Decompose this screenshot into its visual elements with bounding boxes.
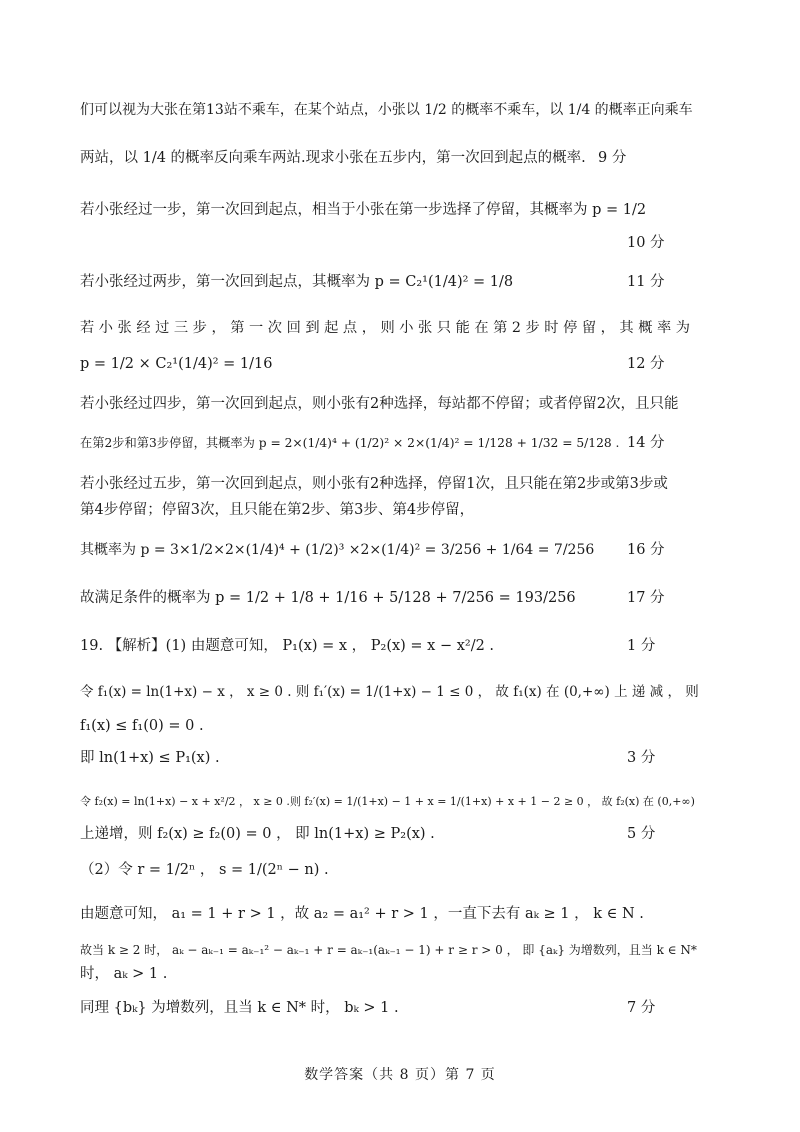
text-line: 同理 {bₖ} 为增数列，且当 k ∈ N* 时， bₖ > 1 . — [80, 1000, 399, 1016]
text-line: 们可以视为大张在第13站不乘车，在某个站点，小张以 1/2 的概率不乘车，以 1/4 的概率正向乘车 — [80, 102, 693, 118]
score-mark: 9 分 — [598, 150, 627, 166]
score-mark: 1 分 — [627, 638, 656, 654]
text-line: 时， aₖ > 1 . — [80, 966, 168, 982]
text-line: 19. 【解析】(1) 由题意可知， P₁(x) = x ， P₂(x) = x − x²/2 . — [80, 638, 495, 654]
text-line: f₁(x) ≤ f₁(0) = 0 . — [80, 718, 204, 734]
text-line: 由题意可知， a₁ = 1 + r > 1 ，故 a₂ = a₁² + r > 1 ，一直下去有 aₖ ≥ 1 ， k ∈ N . — [80, 906, 644, 922]
score-mark: 11 分 — [627, 274, 665, 290]
text-line: p = 1/2 × C₂¹(1/4)² = 1/16 — [80, 356, 273, 372]
text-line: 第4步停留；停留3次，且只能在第2步、第3步、第4步停留， — [80, 502, 475, 518]
text-line: 若小张经过一步，第一次回到起点，相当于小张在第一步选择了停留，其概率为 p = 1/2 — [80, 202, 647, 218]
text-line: 故当 k ≥ 2 时， aₖ − aₖ₋₁ = aₖ₋₁² − aₖ₋₁ + r = aₖ₋₁(aₖ₋₁ − 1) + r ≥ r > 0 ， 即 {aₖ} 为增数列，且当 k ∈ N* — [80, 943, 697, 957]
score-mark: 3 分 — [627, 750, 656, 766]
text-line: 令 f₁(x) = ln(1+x) − x ， x ≥ 0 . 则 f₁′(x) = 1/(1+x) − 1 ≤ 0 ， 故 f₁(x) 在 (0,+∞) 上 递 减 ， 则 — [80, 684, 699, 700]
text-line: 其概率为 p = 3×1/2×2×(1/4)⁴ + (1/2)³ ×2×(1/4)² = 3/256 + 1/64 = 7/256 — [80, 542, 595, 558]
score-mark: 16 分 — [627, 542, 665, 558]
text-line: 即 ln(1+x) ≤ P₁(x) . — [80, 750, 220, 766]
score-mark: 17 分 — [627, 590, 665, 606]
text-line: 上递增，则 f₂(x) ≥ f₂(0) = 0 ， 即 ln(1+x) ≥ P₂(x) . — [80, 826, 435, 842]
score-mark: 7 分 — [627, 1000, 656, 1016]
text-line: 故满足条件的概率为 p = 1/2 + 1/8 + 1/16 + 5/128 + 7/256 = 193/256 — [80, 590, 576, 606]
score-mark: 5 分 — [627, 826, 656, 842]
page-footer: 数学答案（共 8 页）第 7 页 — [304, 1067, 496, 1083]
score-mark: 12 分 — [627, 356, 665, 372]
text-line: 在第2步和第3步停留，其概率为 p = 2×(1/4)⁴ + (1/2)² × 2×(1/4)² = 1/128 + 1/32 = 5/128 . — [80, 436, 620, 450]
text-line: 若小张经过四步，第一次回到起点，则小张有2种选择，每站都不停留；或者停留2次，且只能 — [80, 396, 679, 412]
text-line: （2）令 r = 1/2ⁿ ， s = 1/(2ⁿ − n) . — [80, 862, 329, 878]
text-line: 若小张经过两步，第一次回到起点，其概率为 p = C₂¹(1/4)² = 1/8 — [80, 274, 514, 290]
text-line: 若小张经过五步，第一次回到起点，则小张有2种选择，停留1次，且只能在第2步或第3步或 — [80, 476, 668, 492]
score-mark: 10 分 — [627, 235, 665, 251]
text-line: 两站，以 1/4 的概率反向乘车两站.现求小张在五步内，第一次回到起点的概率. — [80, 150, 586, 166]
text-line: 若 小 张 经 过 三 步 ， 第 一 次 回 到 起 点 ， 则 小 张 只 能 在 第 2 步 时 停 留 ， 其 概 率 为 — [80, 320, 691, 336]
text-line: 令 f₂(x) = ln(1+x) − x + x²/2 ， x ≥ 0 .则 f₂′(x) = 1/(1+x) − 1 + x = 1/(1+x) + x + 1 − 2 ≥ 0 ， 故 f₂(x) 在 (0,+∞) — [80, 795, 695, 808]
score-mark: 14 分 — [627, 435, 665, 451]
